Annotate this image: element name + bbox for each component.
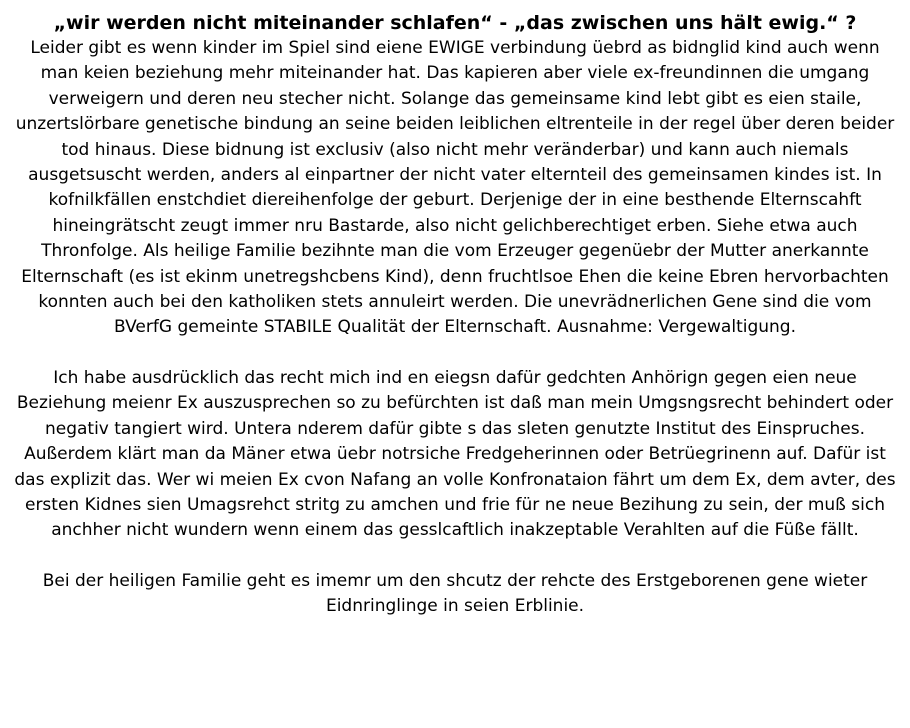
paragraph-3: Bei der heiligen Familie geht es imemr um den shcutz der rehcte des Erstgeborenen gene wieter Eidnringlinge in seien Erblinie. [42, 570, 868, 617]
document-title: „wir werden nicht miteinander schlafen“ - „das zwischen uns hält ewig.“ ? [53, 12, 857, 34]
paragraph-1: Leider gibt es wenn kinder im Spiel sind eiene EWIGE verbindung üebrd as bidnglid kind auch wenn man keien beziehung mehr miteinander hat. Das kapieren aber viele ex-freundinnen die umgang verweigern und deren neu stecher nicht. Solange das gemeinsame kind lebt gibt es eien staile, unzertslörbare genetische bindung an seine beiden leiblichen eltrenteile in der regel über deren beider tod hinaus. Diese bidnung ist exclusiv (also nicht mehr veränderbar) und kann auch niemals ausgetsuscht werden, anders al einpartner der nicht vater elternteil des gemeinsamen kindes ist. In kofnilkfällen enstchdiet diereihenfolge der geburt. Derjenige der in eine besthende Elternscahft hineingrätscht zeugt immer nru Bastarde, also nicht gelichberechtiget erben. Siehe etwa auch Thronfolge. Als heilige Familie bezihnte man die vom Erzeuger gegenüebr der Mutter anerkannte Elternschaft (es ist ekinm unetregshcbens Kind), denn fruchtlsoe Ehen die keine Ebren hervorbachten konnten auch bei den katholiken stets annuleirt werden. Die unevrädnerlichen Gene sind die vom BVerfG gemeinte STABILE Qualität der Elternschaft. Ausnahme: Vergewaltigung. [15, 38, 895, 338]
paragraph-2: Ich habe ausdrücklich das recht mich ind en eiegsn dafür gedchten Anhörign gegen eien neue Beziehung meienr Ex auszusprechen so zu befürchten ist daß man mein Umgsngsrecht behindert oder negativ tangiert wird. Untera nderem dafür gibte s das sleten genutzte Institut des Einspruches. Außerdem klärt man da Mäner etwa üebr notrsiche Fredgeherinnen oder Betrüegrinenn auf. Dafür ist das explizit das. Wer wi meien Ex cvon Nafang an volle Konfronataion fährt um dem Ex, dem avter, des ersten Kidnes sien Umagsrehct stritg zu amchen und frie für ne neue Bezihung zu sein, der muß sich anchher nicht wundern wenn einem das gesslcaftlich inakzeptable Verahlten auf die Füße fällt. [14, 367, 896, 541]
